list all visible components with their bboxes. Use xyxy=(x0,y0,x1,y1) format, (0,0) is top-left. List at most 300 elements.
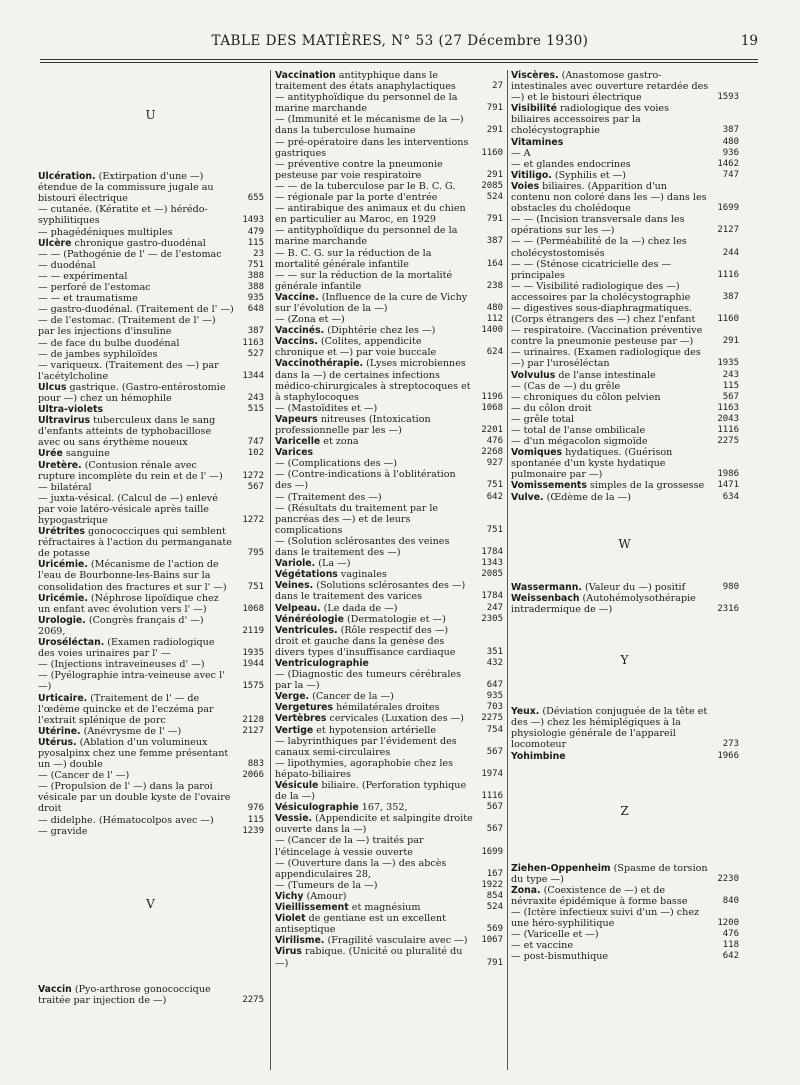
entry-page-number: 351 xyxy=(486,646,503,657)
index-entry xyxy=(511,214,739,236)
index-entry xyxy=(275,858,503,880)
index-entry xyxy=(38,693,264,726)
index-entry xyxy=(38,815,264,826)
entry-page-number: 1575 xyxy=(242,681,264,692)
entry-keyword: Zona. xyxy=(511,884,541,896)
index-entry xyxy=(38,293,264,304)
index-entry xyxy=(275,314,503,325)
entry-keyword: Végétations xyxy=(275,569,338,581)
entry-page-number: 1986 xyxy=(717,469,739,480)
entry-page-number: 388 xyxy=(247,270,264,281)
entry-page-number: 747 xyxy=(722,169,739,180)
entry-text: hémilatérales droites xyxy=(336,702,440,714)
entry-text: — — (Sténose cicatricielle des — principales xyxy=(511,258,672,281)
index-entry xyxy=(511,436,739,447)
entry-text: — d'un mégacolon sigmoïde xyxy=(511,436,648,448)
entry-page-number: 1974 xyxy=(481,768,503,779)
entry-page-number: 476 xyxy=(486,436,503,447)
entry-page-number: 2127 xyxy=(242,725,264,736)
entry-keyword: Uretère. xyxy=(38,459,82,471)
running-title: TABLE DES MATIÈRES, N° 53 (27 Décembre 1930) xyxy=(211,33,589,49)
index-entry xyxy=(275,159,503,181)
entry-keyword: Visibilité xyxy=(511,103,557,115)
entry-keyword: Vomissements xyxy=(511,480,587,492)
entry-page-number: 2275 xyxy=(242,994,264,1005)
entry-page-number: 567 xyxy=(722,391,739,402)
entry-text: — de face du bulbe duodénal xyxy=(38,337,180,349)
entry-page-number: 2127 xyxy=(717,225,739,236)
entry-text: — labyrinthiques par l'évidement des canaux semi-circulaires xyxy=(275,735,457,758)
entry-text: — (Pyélographie intra-veineuse avec l' —) xyxy=(38,670,225,693)
entry-page-number: 624 xyxy=(486,347,503,358)
entry-text: (Anévrysme de l' —) xyxy=(83,725,182,737)
index-entry xyxy=(38,227,264,238)
entry-text: — (Cancer de l' —) xyxy=(38,770,130,782)
entry-text: (Congrès français d' —) 2069, xyxy=(38,614,204,637)
section-letter: Y xyxy=(620,653,630,668)
entry-page-number: 2230 xyxy=(717,873,739,884)
section-spacer xyxy=(511,550,739,582)
entry-page-number: 634 xyxy=(722,491,739,502)
entry-text: — bilatéral xyxy=(38,481,92,493)
entry-page-number: 118 xyxy=(722,940,739,951)
index-entry xyxy=(38,171,264,204)
index-entry xyxy=(275,569,503,580)
entry-page-number: 751 xyxy=(486,524,503,535)
index-entry xyxy=(511,751,739,762)
entry-text: 167, 352, xyxy=(361,802,408,814)
entry-text: — antityphoïdique du personnel de la marine marchande xyxy=(275,225,458,248)
index-entry xyxy=(38,670,264,692)
entry-page-number: 751 xyxy=(486,480,503,491)
entry-text: (Extirpation d'une —) étendue de la commissure jugale au bistouri électrique xyxy=(38,171,214,205)
entry-page-number: 642 xyxy=(486,491,503,502)
section-letter: W xyxy=(618,536,632,551)
index-entry xyxy=(511,236,739,258)
entry-keyword: Uricémie. xyxy=(38,592,88,604)
section-letter: V xyxy=(146,896,156,911)
entry-text: — — (Perméabilité de la —) chez les cholécystostomisés xyxy=(511,236,687,259)
entry-page-number: 642 xyxy=(722,951,739,962)
index-entry xyxy=(511,951,739,962)
entry-text: — grêle total xyxy=(511,413,575,425)
entry-text: — (Zona et —) xyxy=(275,314,345,326)
entry-page-number: 1471 xyxy=(717,480,739,491)
entry-text: — didelphe. (Hématocolpos avec —) xyxy=(38,814,214,826)
entry-keyword: Ulcère xyxy=(38,237,72,249)
entry-keyword: Virilisme. xyxy=(275,935,325,947)
entry-text: — antityphoïdique du personnel de la marine marchande xyxy=(275,92,458,115)
entry-page-number: 1400 xyxy=(481,325,503,336)
entry-page-number: 243 xyxy=(247,392,264,403)
entry-page-number: 1116 xyxy=(717,425,739,435)
entry-text: — variqueux. (Traitement des —) par l'acétylcholine xyxy=(38,359,219,382)
index-entry xyxy=(511,170,739,181)
entry-keyword: Vulve. xyxy=(511,491,544,503)
entry-page-number: 747 xyxy=(247,437,264,448)
index-entry xyxy=(38,726,264,737)
index-entry xyxy=(38,781,264,814)
entry-keyword: Ventriculographie xyxy=(275,657,369,669)
entry-page-number: 432 xyxy=(486,657,503,668)
entry-keyword: Urticaire. xyxy=(38,692,88,704)
entry-text: (Influence de la cure de Vichy sur l'évolution de la —) xyxy=(275,291,468,314)
index-entry xyxy=(511,414,739,425)
entry-text: et hypotension artérielle xyxy=(316,724,437,736)
entry-text: (Syphilis et —) xyxy=(554,169,627,181)
entry-text: et zona xyxy=(323,436,359,448)
entry-page-number: 388 xyxy=(247,282,264,293)
entry-text: — (Résultats du traitement par le pancréas des —) et de leurs complications xyxy=(275,502,439,536)
entry-keyword: Vomiques xyxy=(511,447,563,459)
index-entry xyxy=(38,637,264,659)
entry-keyword: Velpeau. xyxy=(275,602,321,614)
entry-keyword: Volvulus xyxy=(511,369,556,381)
index-entry xyxy=(38,448,264,459)
entry-text: — duodénal xyxy=(38,259,96,271)
index-entry xyxy=(38,304,264,315)
entry-text: — respiratoire. (Vaccination préventive contre la pneumonie pesteuse par —) xyxy=(511,325,703,348)
index-entry xyxy=(275,447,503,458)
index-entry xyxy=(38,984,264,1006)
entry-page-number: 751 xyxy=(247,259,264,270)
entry-keyword: Vénéréologie xyxy=(275,613,344,625)
index-entry xyxy=(38,737,264,770)
entry-keyword: Vitamines xyxy=(511,136,564,148)
entry-text: — phagédéniques multiples xyxy=(38,226,173,238)
index-entry xyxy=(511,103,739,136)
entry-text: (Déviation conjuguée de la tête et des —) chez les hémiplégiques à la physiologie générale de l'appareil locomoteur xyxy=(511,706,708,751)
index-entry xyxy=(511,281,739,303)
index-entry xyxy=(511,593,739,615)
section-spacer xyxy=(511,615,739,655)
index-entry xyxy=(511,370,739,381)
entry-text: — juxta-vésical. (Calcul de —) enlevé par voie latéro-vésicale après taille hypogastrique xyxy=(38,492,218,526)
section-spacer xyxy=(511,817,739,863)
entry-text: biliaire. (Perforation typhique de la —) xyxy=(275,780,467,803)
entry-text: — (Mastoïdites et —) xyxy=(275,402,378,414)
index-entry xyxy=(511,929,739,940)
section-spacer xyxy=(511,762,739,806)
entry-page-number: 791 xyxy=(486,214,503,225)
entry-keyword: Vaccination xyxy=(275,70,336,81)
entry-text: gonococciques qui semblent réfractaires à l'action du permanganate de potasse xyxy=(38,526,232,560)
entry-text: (Diphtérie chez les —) xyxy=(327,325,436,337)
entry-text: — (Complications des —) xyxy=(275,458,397,470)
entry-text: — (Varicelle et —) xyxy=(511,929,599,941)
index-entry xyxy=(511,907,739,929)
entry-keyword: Variole. xyxy=(275,558,316,570)
entry-text: — (Ictère infectieux suivi d'un —) chez une héro-syphilitique xyxy=(511,907,700,930)
entry-keyword: Vaccinés. xyxy=(275,325,325,337)
section-spacer xyxy=(511,666,739,706)
index-entry xyxy=(275,469,503,491)
index-entry xyxy=(38,249,264,260)
index-entry xyxy=(38,404,264,415)
index-entry xyxy=(511,480,739,491)
entry-text: — (Propulsion de l' —) dans la paroi vésicale par un double kyste de l'ovaire droit xyxy=(38,781,231,815)
entry-keyword: Weissenbach xyxy=(511,592,580,604)
entry-text: rabique. (Unicité ou pluralité du —) xyxy=(275,946,463,969)
index-entry xyxy=(275,292,503,314)
entry-keyword: Violet xyxy=(275,913,306,925)
index-entry xyxy=(511,381,739,392)
entry-text: (Contusion rénale avec rupture incomplète du rein et de l' —) xyxy=(38,459,223,482)
entry-keyword: Urologie. xyxy=(38,614,86,626)
entry-text: — (Tumeurs de la —) xyxy=(275,879,378,891)
section-letter: Z xyxy=(620,803,630,818)
entry-page-number: 291 xyxy=(486,125,503,136)
index-entry xyxy=(38,615,264,637)
index-entry xyxy=(38,282,264,293)
index-entry xyxy=(38,204,264,226)
index-entry xyxy=(38,271,264,282)
index-entry xyxy=(275,248,503,270)
index-entry xyxy=(275,702,503,713)
entry-text: (Ablation d'un volumineux pyosalpinx chez une femme présentant un —) double xyxy=(38,736,229,771)
entry-text: — — expérimental xyxy=(38,270,128,282)
index-entry xyxy=(275,725,503,736)
entry-page-number: 2275 xyxy=(717,436,739,447)
entry-text: (Colites, appendicite chronique et —) par voie buccale xyxy=(275,336,437,359)
entry-text: (Coexistence de —) et de névraxite épidémique à forme basse xyxy=(511,884,688,907)
entry-text: — perforé de l'estomac xyxy=(38,282,151,294)
entry-page-number: 2085 xyxy=(481,569,503,580)
entry-page-number: 2128 xyxy=(242,714,264,725)
index-entry xyxy=(38,238,264,249)
index-entry xyxy=(275,181,503,192)
entry-text: — (Cas de —) du grêle xyxy=(511,380,621,392)
entry-keyword: Wassermann. xyxy=(511,581,582,593)
entry-page-number: 935 xyxy=(247,293,264,304)
entry-page-number: 291 xyxy=(486,169,503,180)
entry-text: — — (Incision transversale dans les opérations sur les —) xyxy=(511,214,685,237)
entry-text: (La —) xyxy=(318,558,351,570)
entry-page-number: 387 xyxy=(722,291,739,302)
entry-text: — régionale par la porte d'entrée xyxy=(275,192,438,204)
entry-keyword: Vaccin xyxy=(38,983,72,995)
entry-page-number: 1462 xyxy=(717,158,739,169)
index-entry xyxy=(38,360,264,382)
entry-keyword: Vertige xyxy=(275,724,314,736)
index-entry xyxy=(275,137,503,159)
index-entry xyxy=(38,493,264,526)
entry-text: (Appendicite et salpingite droite ouverte dans la —) xyxy=(275,813,473,836)
entry-page-number: 703 xyxy=(486,702,503,713)
entry-text: — gastro-duodénal. (Traitement de l' —) xyxy=(38,304,234,316)
entry-page-number: 1966 xyxy=(717,750,739,761)
index-entry xyxy=(275,225,503,247)
index-entry xyxy=(38,526,264,559)
entry-page-number: 567 xyxy=(486,824,503,835)
entry-page-number: 840 xyxy=(722,895,739,906)
index-entry xyxy=(275,436,503,447)
index-entry xyxy=(38,593,264,615)
entry-text: vaginales xyxy=(340,569,387,581)
index-entry xyxy=(511,582,739,593)
entry-keyword: Varicelle xyxy=(275,436,321,448)
index-entry xyxy=(511,148,739,159)
entry-page-number: 655 xyxy=(247,193,264,204)
index-entry xyxy=(275,336,503,358)
column-divider xyxy=(270,70,271,1070)
entry-page-number: 2066 xyxy=(242,770,264,781)
entry-text: — et glandes endocrines xyxy=(511,158,631,170)
index-entry xyxy=(275,203,503,225)
index-entry xyxy=(511,940,739,951)
index-entry xyxy=(275,780,503,802)
section-spacer xyxy=(38,70,264,110)
entry-keyword: Vitiligo. xyxy=(511,169,552,181)
index-entry xyxy=(38,338,264,349)
entry-page-number: 115 xyxy=(247,814,264,825)
entry-page-number: 244 xyxy=(722,247,739,258)
entry-keyword: Vapeurs xyxy=(275,413,318,425)
entry-page-number: 883 xyxy=(247,759,264,770)
entry-page-number: 2119 xyxy=(242,625,264,636)
entry-text: de l'anse intestinale xyxy=(558,369,656,381)
entry-page-number: 854 xyxy=(486,890,503,901)
entry-keyword: Verge. xyxy=(275,691,310,703)
index-entry xyxy=(511,706,739,750)
entry-text: — (Cancer de la —) traités par l'étincelage à vessie ouverte xyxy=(275,835,424,858)
index-entry xyxy=(275,736,503,758)
entry-text: (Amour) xyxy=(306,890,347,902)
entry-page-number: 2305 xyxy=(481,613,503,624)
index-entry xyxy=(275,802,503,813)
entry-page-number: 387 xyxy=(247,326,264,337)
entry-page-number: 2268 xyxy=(481,447,503,458)
entry-page-number: 2085 xyxy=(481,180,503,191)
entry-page-number: 647 xyxy=(486,680,503,691)
index-entry xyxy=(511,392,739,403)
index-entry xyxy=(275,70,503,92)
entry-page-number: 238 xyxy=(486,280,503,291)
entry-page-number: 1272 xyxy=(242,515,264,525)
entry-text: hydatiques. (Guérison spontanée d'un kyste hydatique pulmonaire par —) xyxy=(511,447,673,481)
index-column-1 xyxy=(38,70,264,1070)
index-entry xyxy=(38,382,264,404)
entry-page-number: 1067 xyxy=(481,935,503,946)
entry-keyword: Voies xyxy=(511,180,540,192)
index-entry xyxy=(511,885,739,907)
entry-text: (Pyo-arthrose gonococcique traitée par injection de —) xyxy=(38,983,211,1006)
index-entry xyxy=(275,270,503,292)
index-entry xyxy=(38,315,264,337)
index-entry xyxy=(275,558,503,569)
entry-page-number: 569 xyxy=(486,924,503,935)
entry-keyword: Utérus. xyxy=(38,736,77,748)
index-entry xyxy=(511,325,739,347)
entry-page-number: 567 xyxy=(486,802,503,813)
entry-text: — cutanée. (Kératite et —) hérédo-syphilitiques xyxy=(38,204,208,227)
index-entry xyxy=(275,835,503,857)
header-rule xyxy=(40,59,758,60)
entry-text: — — sur la réduction de la mortalité générale infantile xyxy=(275,269,453,292)
entry-text: (Œdème de la —) xyxy=(546,491,631,503)
entry-page-number: 115 xyxy=(722,380,739,391)
entry-keyword: Virus xyxy=(275,946,302,958)
entry-page-number: 1344 xyxy=(242,370,264,381)
entry-text: gastrique. (Gastro-entérostomie pour —) chez un hémophile xyxy=(38,381,226,404)
header-rule-thin xyxy=(40,62,758,63)
entry-keyword: Ventricules. xyxy=(275,624,338,636)
index-entry xyxy=(275,458,503,469)
entry-text: (Spasme de torsion du type —) xyxy=(511,862,708,885)
index-entry xyxy=(38,460,264,482)
entry-text: — B. C. G. sur la réduction de la mortalité générale infantile xyxy=(275,247,432,270)
entry-text: antityphique dans le traitement des états anaphylactiques xyxy=(275,70,456,93)
entry-page-number: 480 xyxy=(486,302,503,313)
entry-text: (Mécanisme de l'action de l'eau de Bourbonne-les-Bains sur la consolidation des fractures et sur l' —) xyxy=(38,559,227,593)
entry-text: — — de la tuberculose par le B. C. G. xyxy=(275,180,456,192)
entry-text: — (Ouverture dans la —) des abcès appendiculaires 28, xyxy=(275,857,447,880)
entry-keyword: Vaccinothérapie. xyxy=(275,358,364,370)
index-entry xyxy=(275,625,503,658)
index-entry xyxy=(275,669,503,691)
entry-text: — chroniques du côlon pelvien xyxy=(511,391,661,403)
entry-text: (Valeur du —) positif xyxy=(584,581,686,593)
entry-keyword: Ultravirus xyxy=(38,415,91,427)
entry-text: biliaires. (Apparition d'un contenu non coloré dans les —) dans les obstacles du cholédoque xyxy=(511,180,707,215)
index-entry xyxy=(38,260,264,271)
entry-keyword: Yeux. xyxy=(511,706,540,718)
index-entry xyxy=(275,580,503,602)
page-number: 19 xyxy=(740,33,758,49)
entry-text: radiologique des voies biliaires accessoires par la cholécystographie xyxy=(511,103,670,137)
entry-keyword: Yohimbine xyxy=(511,750,566,762)
entry-keyword: Uroséléctan. xyxy=(38,637,105,649)
entry-keyword: Ziehen-Oppenheim xyxy=(511,862,611,874)
entry-keyword: Varices xyxy=(275,447,314,459)
entry-text: sanguine xyxy=(65,448,110,460)
index-entry xyxy=(275,403,503,414)
section-letter: U xyxy=(145,108,157,122)
entry-keyword: Utérine. xyxy=(38,725,81,737)
entry-keyword: Ulcération. xyxy=(38,171,96,183)
entry-text: — de l'estomac. (Traitement de l' —) par les injections d'insuline xyxy=(38,315,216,338)
index-entry xyxy=(275,92,503,114)
entry-page-number: 273 xyxy=(722,739,739,750)
entry-page-number: 754 xyxy=(486,724,503,735)
entry-page-number: 1160 xyxy=(717,314,739,325)
entry-text: — — et traumatisme xyxy=(38,293,138,305)
entry-keyword: Urée xyxy=(38,448,63,460)
entry-page-number: 23 xyxy=(253,248,264,259)
index-entry xyxy=(275,603,503,614)
entry-page-number: 1163 xyxy=(717,402,739,413)
column-divider xyxy=(507,70,508,1070)
entry-page-number: 1239 xyxy=(242,825,264,836)
entry-text: (Autohémolysothérapie intradermique de —) xyxy=(511,592,696,615)
entry-page-number: 112 xyxy=(486,314,503,325)
section-spacer xyxy=(511,503,739,539)
entry-page-number: 164 xyxy=(486,258,503,269)
entry-page-number: 1200 xyxy=(717,918,739,929)
entry-keyword: Vessie. xyxy=(275,813,313,825)
entry-keyword: Ulcus xyxy=(38,381,67,393)
index-column-2 xyxy=(275,70,503,1070)
entry-page-number: 1116 xyxy=(717,269,739,280)
index-entry xyxy=(275,946,503,968)
entry-text: — digestives sous-diaphragmatiques. (Corps étrangers des —) chez l'enfant xyxy=(511,302,696,326)
index-entry xyxy=(275,935,503,946)
entry-page-number: 1196 xyxy=(481,391,503,402)
index-entry xyxy=(38,349,264,360)
entry-text: (Le dada de —) xyxy=(323,602,398,614)
entry-text: — total de l'anse ombilicale xyxy=(511,425,646,436)
entry-text: — — (Pathogénie de l' — de l'estomac xyxy=(38,248,222,260)
